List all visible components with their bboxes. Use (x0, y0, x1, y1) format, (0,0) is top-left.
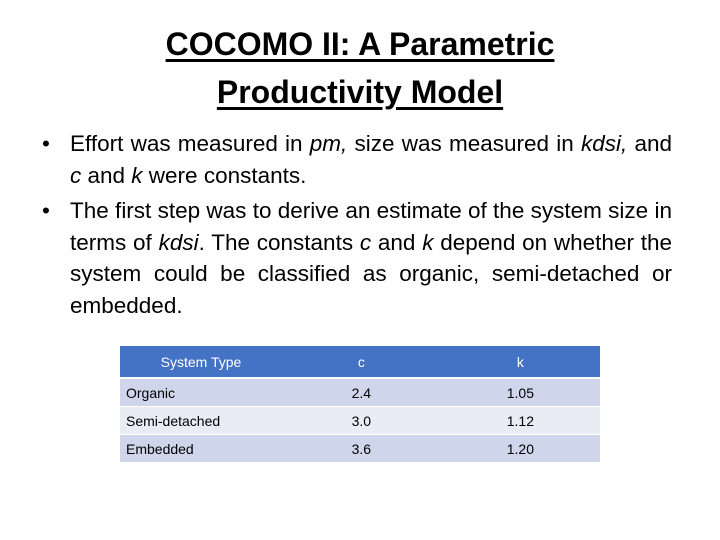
bullet-emphasis: kdsi (158, 229, 199, 255)
bullet-text: were constants. (142, 162, 307, 188)
table-header-row (120, 346, 600, 379)
table-row (120, 379, 600, 407)
bullet-item-1 (36, 128, 679, 191)
constants-table (120, 346, 600, 463)
table-cell-system-type: Semi-detached (120, 407, 282, 435)
bullet-emphasis: c (359, 229, 372, 255)
table-cell-c: 2.4 (282, 379, 441, 407)
bullet-text: size was measured in (347, 131, 581, 156)
bullet-emphasis: pm, (309, 131, 348, 156)
bullet-emphasis: c (70, 162, 82, 188)
bullet-emphasis: kdsi, (580, 131, 628, 156)
table-cell-system-type: Embedded (120, 435, 282, 463)
table-cell-k: 1.05 (441, 379, 600, 407)
column-header-c: c (282, 346, 441, 379)
bullet-marker: • (42, 198, 50, 223)
slide-title (60, 20, 660, 116)
bullet-text: and (627, 131, 679, 156)
bullet-text: and (81, 162, 132, 188)
table-row (120, 435, 600, 463)
column-header-k: k (441, 346, 600, 379)
bullet-emphasis: k (422, 229, 434, 255)
table-cell-k: 1.20 (441, 435, 600, 463)
bullet-text: Effort was measured in (70, 131, 310, 156)
bullet-text: and (371, 229, 423, 255)
bullet-marker: • (42, 131, 50, 156)
bullet-item-2 (36, 195, 679, 321)
slide-title-line-1: COCOMO II: A Parametric (165, 26, 555, 62)
bullet-text: The first step was to derive an estimate of the system size in terms of (70, 198, 679, 255)
bullet-emphasis: k (131, 162, 143, 188)
bullet-text: depend on whether the system could be classified as organic, semi-detached or embedded. (70, 229, 679, 318)
table-row (120, 407, 600, 435)
table-cell-system-type: Organic (120, 379, 282, 407)
table-cell-c: 3.0 (282, 407, 441, 435)
table-cell-c: 3.6 (282, 435, 441, 463)
slide-title-line-2: Productivity Model (216, 74, 504, 110)
column-header-system-type: System Type (120, 346, 282, 379)
bullet-list (36, 128, 679, 325)
bullet-text: . The constants (198, 229, 360, 255)
table-cell-k: 1.12 (441, 407, 600, 435)
